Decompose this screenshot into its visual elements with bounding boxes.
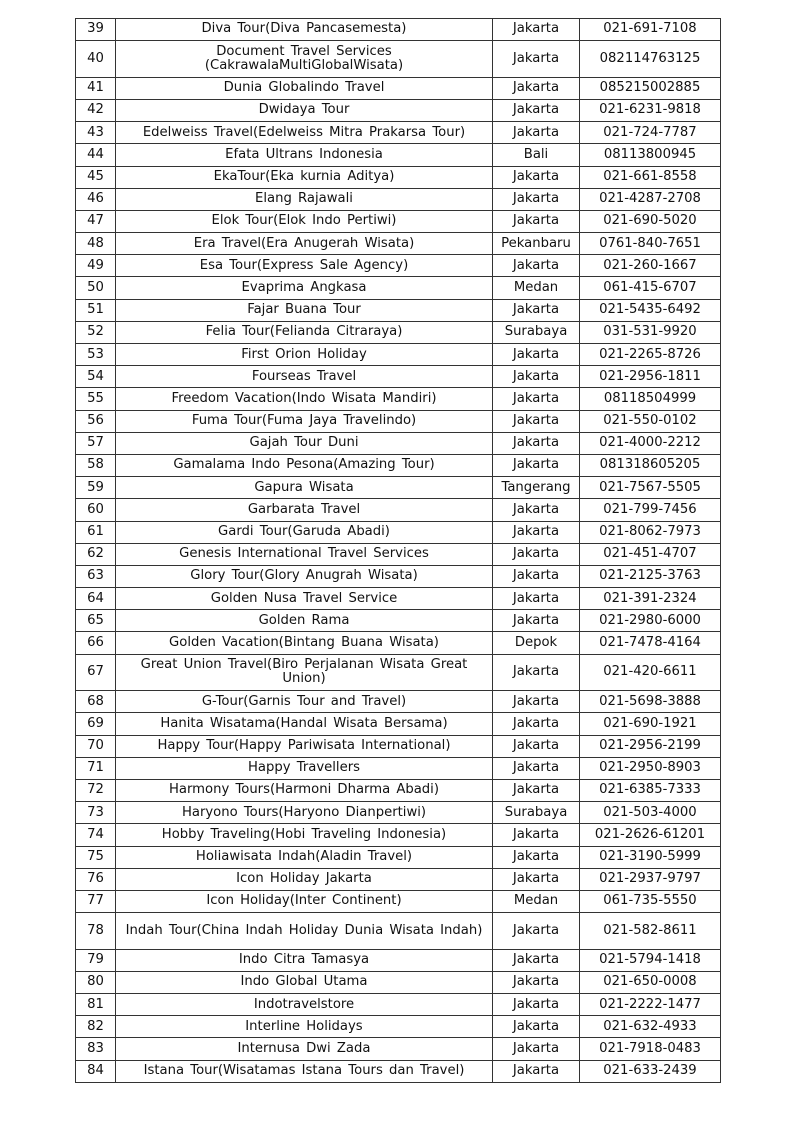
agency-name-cell: Genesis International Travel Services [116, 543, 493, 565]
table-row [76, 1038, 721, 1060]
row-number-cell: 71 [76, 757, 116, 779]
phone-cell: 021-7567-5505 [580, 477, 721, 499]
row-number-cell: 60 [76, 499, 116, 521]
row-number-cell: 68 [76, 691, 116, 713]
city-cell: Jakarta [493, 1060, 580, 1082]
city-cell: Jakarta [493, 588, 580, 610]
city-cell: Jakarta [493, 410, 580, 432]
row-number-cell: 67 [76, 654, 116, 691]
city-cell: Jakarta [493, 735, 580, 757]
row-number-cell: 57 [76, 432, 116, 454]
table-row [76, 735, 721, 757]
phone-cell: 021-633-2439 [580, 1060, 721, 1082]
agency-name-cell: Esa Tour(Express Sale Agency) [116, 255, 493, 277]
city-cell: Depok [493, 632, 580, 654]
table-row [76, 824, 721, 846]
city-cell: Jakarta [493, 824, 580, 846]
city-cell: Surabaya [493, 802, 580, 824]
city-cell: Jakarta [493, 691, 580, 713]
row-number-cell: 74 [76, 824, 116, 846]
table-row [76, 610, 721, 632]
travel-agency-table-body [76, 19, 721, 1083]
table-row [76, 913, 721, 950]
table-row [76, 99, 721, 121]
row-number-cell: 50 [76, 277, 116, 299]
phone-cell: 021-503-4000 [580, 802, 721, 824]
row-number-cell: 72 [76, 780, 116, 802]
table-row [76, 949, 721, 971]
city-cell: Jakarta [493, 521, 580, 543]
city-cell: Jakarta [493, 41, 580, 78]
agency-name-cell: Dwidaya Tour [116, 99, 493, 121]
row-number-cell: 78 [76, 913, 116, 950]
phone-cell: 0761-840-7651 [580, 233, 721, 255]
table-row [76, 166, 721, 188]
table-row [76, 321, 721, 343]
row-number-cell: 66 [76, 632, 116, 654]
row-number-cell: 59 [76, 477, 116, 499]
phone-cell: 021-582-8611 [580, 913, 721, 950]
row-number-cell: 61 [76, 521, 116, 543]
table-row [76, 299, 721, 321]
phone-cell: 021-799-7456 [580, 499, 721, 521]
phone-cell: 021-420-6611 [580, 654, 721, 691]
phone-cell: 021-2956-1811 [580, 366, 721, 388]
phone-cell: 085215002885 [580, 77, 721, 99]
row-number-cell: 49 [76, 255, 116, 277]
agency-name-cell: Fourseas Travel [116, 366, 493, 388]
city-cell: Jakarta [493, 610, 580, 632]
agency-name-cell: Freedom Vacation(Indo Wisata Mandiri) [116, 388, 493, 410]
table-row [76, 994, 721, 1016]
row-number-cell: 48 [76, 233, 116, 255]
row-number-cell: 62 [76, 543, 116, 565]
agency-name-cell: Diva Tour(Diva Pancasemesta) [116, 19, 493, 41]
row-number-cell: 69 [76, 713, 116, 735]
phone-cell: 021-391-2324 [580, 588, 721, 610]
table-row [76, 477, 721, 499]
table-row [76, 344, 721, 366]
row-number-cell: 58 [76, 454, 116, 476]
phone-cell: 021-2265-8726 [580, 344, 721, 366]
row-number-cell: 70 [76, 735, 116, 757]
agency-name-cell: First Orion Holiday [116, 344, 493, 366]
phone-cell: 021-7478-4164 [580, 632, 721, 654]
city-cell: Jakarta [493, 255, 580, 277]
agency-name-cell: Holiawisata Indah(Aladin Travel) [116, 846, 493, 868]
agency-name-cell: Indah Tour(China Indah Holiday Dunia Wisata Indah) [116, 913, 493, 950]
table-row [76, 454, 721, 476]
city-cell: Jakarta [493, 757, 580, 779]
city-cell: Jakarta [493, 913, 580, 950]
agency-name-cell: Istana Tour(Wisatamas Istana Tours dan Travel) [116, 1060, 493, 1082]
agency-name-cell: Dunia Globalindo Travel [116, 77, 493, 99]
table-row [76, 543, 721, 565]
agency-name-cell: Elang Rajawali [116, 188, 493, 210]
agency-name-cell: Evaprima Angkasa [116, 277, 493, 299]
city-cell: Jakarta [493, 77, 580, 99]
table-row [76, 432, 721, 454]
agency-name-cell: Garbarata Travel [116, 499, 493, 521]
agency-name-cell: Golden Vacation(Bintang Buana Wisata) [116, 632, 493, 654]
table-row [76, 565, 721, 587]
phone-cell: 021-451-4707 [580, 543, 721, 565]
row-number-cell: 53 [76, 344, 116, 366]
phone-cell: 081318605205 [580, 454, 721, 476]
row-number-cell: 42 [76, 99, 116, 121]
row-number-cell: 40 [76, 41, 116, 78]
table-row [76, 77, 721, 99]
phone-cell: 08113800945 [580, 144, 721, 166]
row-number-cell: 54 [76, 366, 116, 388]
phone-cell: 021-724-7787 [580, 122, 721, 144]
city-cell: Jakarta [493, 868, 580, 890]
agency-name-cell: G-Tour(Garnis Tour and Travel) [116, 691, 493, 713]
phone-cell: 021-661-8558 [580, 166, 721, 188]
phone-cell: 082114763125 [580, 41, 721, 78]
agency-name-cell: Elok Tour(Elok Indo Pertiwi) [116, 210, 493, 232]
row-number-cell: 64 [76, 588, 116, 610]
table-row [76, 122, 721, 144]
table-row [76, 277, 721, 299]
row-number-cell: 73 [76, 802, 116, 824]
agency-name-cell: Happy Travellers [116, 757, 493, 779]
agency-name-cell: Gardi Tour(Garuda Abadi) [116, 521, 493, 543]
city-cell: Surabaya [493, 321, 580, 343]
city-cell: Pekanbaru [493, 233, 580, 255]
city-cell: Jakarta [493, 654, 580, 691]
phone-cell: 021-5698-3888 [580, 691, 721, 713]
agency-name-cell: Felia Tour(Felianda Citraraya) [116, 321, 493, 343]
city-cell: Medan [493, 277, 580, 299]
agency-name-cell: Harmony Tours(Harmoni Dharma Abadi) [116, 780, 493, 802]
city-cell: Jakarta [493, 949, 580, 971]
agency-name-cell: Indotravelstore [116, 994, 493, 1016]
phone-cell: 021-650-0008 [580, 971, 721, 993]
agency-name-cell: Efata Ultrans Indonesia [116, 144, 493, 166]
table-row [76, 757, 721, 779]
city-cell: Jakarta [493, 846, 580, 868]
row-number-cell: 75 [76, 846, 116, 868]
phone-cell: 021-4287-2708 [580, 188, 721, 210]
table-row [76, 890, 721, 912]
phone-cell: 061-735-5550 [580, 890, 721, 912]
phone-cell: 021-690-1921 [580, 713, 721, 735]
row-number-cell: 84 [76, 1060, 116, 1082]
phone-cell: 021-690-5020 [580, 210, 721, 232]
phone-cell: 021-2626-61201 [580, 824, 721, 846]
row-number-cell: 79 [76, 949, 116, 971]
table-row [76, 654, 721, 691]
phone-cell: 021-7918-0483 [580, 1038, 721, 1060]
phone-cell: 08118504999 [580, 388, 721, 410]
row-number-cell: 47 [76, 210, 116, 232]
row-number-cell: 39 [76, 19, 116, 41]
row-number-cell: 56 [76, 410, 116, 432]
city-cell: Jakarta [493, 565, 580, 587]
row-number-cell: 45 [76, 166, 116, 188]
agency-name-cell: Hanita Wisatama(Handal Wisata Bersama) [116, 713, 493, 735]
table-row [76, 255, 721, 277]
agency-name-cell: Golden Nusa Travel Service [116, 588, 493, 610]
phone-cell: 021-2980-6000 [580, 610, 721, 632]
row-number-cell: 44 [76, 144, 116, 166]
agency-name-cell: Era Travel(Era Anugerah Wisata) [116, 233, 493, 255]
table-row [76, 846, 721, 868]
city-cell: Jakarta [493, 344, 580, 366]
agency-name-cell: Golden Rama [116, 610, 493, 632]
city-cell: Jakarta [493, 188, 580, 210]
table-row [76, 588, 721, 610]
city-cell: Jakarta [493, 366, 580, 388]
city-cell: Jakarta [493, 971, 580, 993]
city-cell: Jakarta [493, 454, 580, 476]
agency-name-cell: Glory Tour(Glory Anugrah Wisata) [116, 565, 493, 587]
agency-name-cell: Gamalama Indo Pesona(Amazing Tour) [116, 454, 493, 476]
table-row [76, 366, 721, 388]
table-row [76, 802, 721, 824]
table-row [76, 868, 721, 890]
agency-name-cell: Happy Tour(Happy Pariwisata International) [116, 735, 493, 757]
city-cell: Jakarta [493, 122, 580, 144]
agency-name-cell: Internusa Dwi Zada [116, 1038, 493, 1060]
phone-cell: 021-260-1667 [580, 255, 721, 277]
agency-name-cell: Indo Citra Tamasya [116, 949, 493, 971]
city-cell: Jakarta [493, 299, 580, 321]
city-cell: Jakarta [493, 994, 580, 1016]
agency-name-cell: Gajah Tour Duni [116, 432, 493, 454]
table-row [76, 691, 721, 713]
agency-name-cell: Hobby Traveling(Hobi Traveling Indonesia) [116, 824, 493, 846]
table-row [76, 210, 721, 232]
city-cell: Jakarta [493, 19, 580, 41]
table-row [76, 971, 721, 993]
phone-cell: 021-6385-7333 [580, 780, 721, 802]
row-number-cell: 65 [76, 610, 116, 632]
agency-name-cell: EkaTour(Eka kurnia Aditya) [116, 166, 493, 188]
table-row [76, 632, 721, 654]
city-cell: Jakarta [493, 499, 580, 521]
phone-cell: 031-531-9920 [580, 321, 721, 343]
phone-cell: 021-5435-6492 [580, 299, 721, 321]
city-cell: Tangerang [493, 477, 580, 499]
agency-name-cell: Icon Holiday(Inter Continent) [116, 890, 493, 912]
agency-name-cell: Great Union Travel(Biro Perjalanan Wisata Great Union) [116, 654, 493, 691]
table-row [76, 521, 721, 543]
row-number-cell: 83 [76, 1038, 116, 1060]
city-cell: Jakarta [493, 166, 580, 188]
city-cell: Jakarta [493, 388, 580, 410]
table-row [76, 188, 721, 210]
phone-cell: 021-632-4933 [580, 1016, 721, 1038]
table-row [76, 499, 721, 521]
phone-cell: 021-2956-2199 [580, 735, 721, 757]
phone-cell: 021-2125-3763 [580, 565, 721, 587]
row-number-cell: 55 [76, 388, 116, 410]
table-row [76, 1060, 721, 1082]
table-row [76, 713, 721, 735]
phone-cell: 061-415-6707 [580, 277, 721, 299]
city-cell: Jakarta [493, 99, 580, 121]
table-row [76, 780, 721, 802]
city-cell: Jakarta [493, 543, 580, 565]
city-cell: Medan [493, 890, 580, 912]
phone-cell: 021-3190-5999 [580, 846, 721, 868]
table-row [76, 144, 721, 166]
table-row [76, 388, 721, 410]
table-row [76, 410, 721, 432]
agency-name-cell: Haryono Tours(Haryono Dianpertiwi) [116, 802, 493, 824]
row-number-cell: 77 [76, 890, 116, 912]
table-row [76, 1016, 721, 1038]
agency-name-cell: Interline Holidays [116, 1016, 493, 1038]
phone-cell: 021-2950-8903 [580, 757, 721, 779]
table-row [76, 233, 721, 255]
row-number-cell: 81 [76, 994, 116, 1016]
agency-name-cell: Gapura Wisata [116, 477, 493, 499]
table-row [76, 41, 721, 78]
agency-name-cell: Edelweiss Travel(Edelweiss Mitra Prakarsa Tour) [116, 122, 493, 144]
phone-cell: 021-8062-7973 [580, 521, 721, 543]
row-number-cell: 76 [76, 868, 116, 890]
agency-name-cell: Icon Holiday Jakarta [116, 868, 493, 890]
row-number-cell: 46 [76, 188, 116, 210]
row-number-cell: 52 [76, 321, 116, 343]
agency-name-cell: Fajar Buana Tour [116, 299, 493, 321]
city-cell: Jakarta [493, 780, 580, 802]
row-number-cell: 82 [76, 1016, 116, 1038]
row-number-cell: 41 [76, 77, 116, 99]
row-number-cell: 63 [76, 565, 116, 587]
agency-name-cell: Indo Global Utama [116, 971, 493, 993]
city-cell: Jakarta [493, 1016, 580, 1038]
city-cell: Jakarta [493, 1038, 580, 1060]
phone-cell: 021-5794-1418 [580, 949, 721, 971]
travel-agency-table [75, 18, 721, 1083]
row-number-cell: 80 [76, 971, 116, 993]
row-number-cell: 43 [76, 122, 116, 144]
phone-cell: 021-6231-9818 [580, 99, 721, 121]
phone-cell: 021-691-7108 [580, 19, 721, 41]
agency-name-cell: Fuma Tour(Fuma Jaya Travelindo) [116, 410, 493, 432]
city-cell: Jakarta [493, 432, 580, 454]
city-cell: Jakarta [493, 713, 580, 735]
phone-cell: 021-2937-9797 [580, 868, 721, 890]
agency-name-cell: Document Travel Services (CakrawalaMultiGlobalWisata) [116, 41, 493, 78]
phone-cell: 021-2222-1477 [580, 994, 721, 1016]
row-number-cell: 51 [76, 299, 116, 321]
city-cell: Bali [493, 144, 580, 166]
phone-cell: 021-4000-2212 [580, 432, 721, 454]
table-row [76, 19, 721, 41]
city-cell: Jakarta [493, 210, 580, 232]
phone-cell: 021-550-0102 [580, 410, 721, 432]
